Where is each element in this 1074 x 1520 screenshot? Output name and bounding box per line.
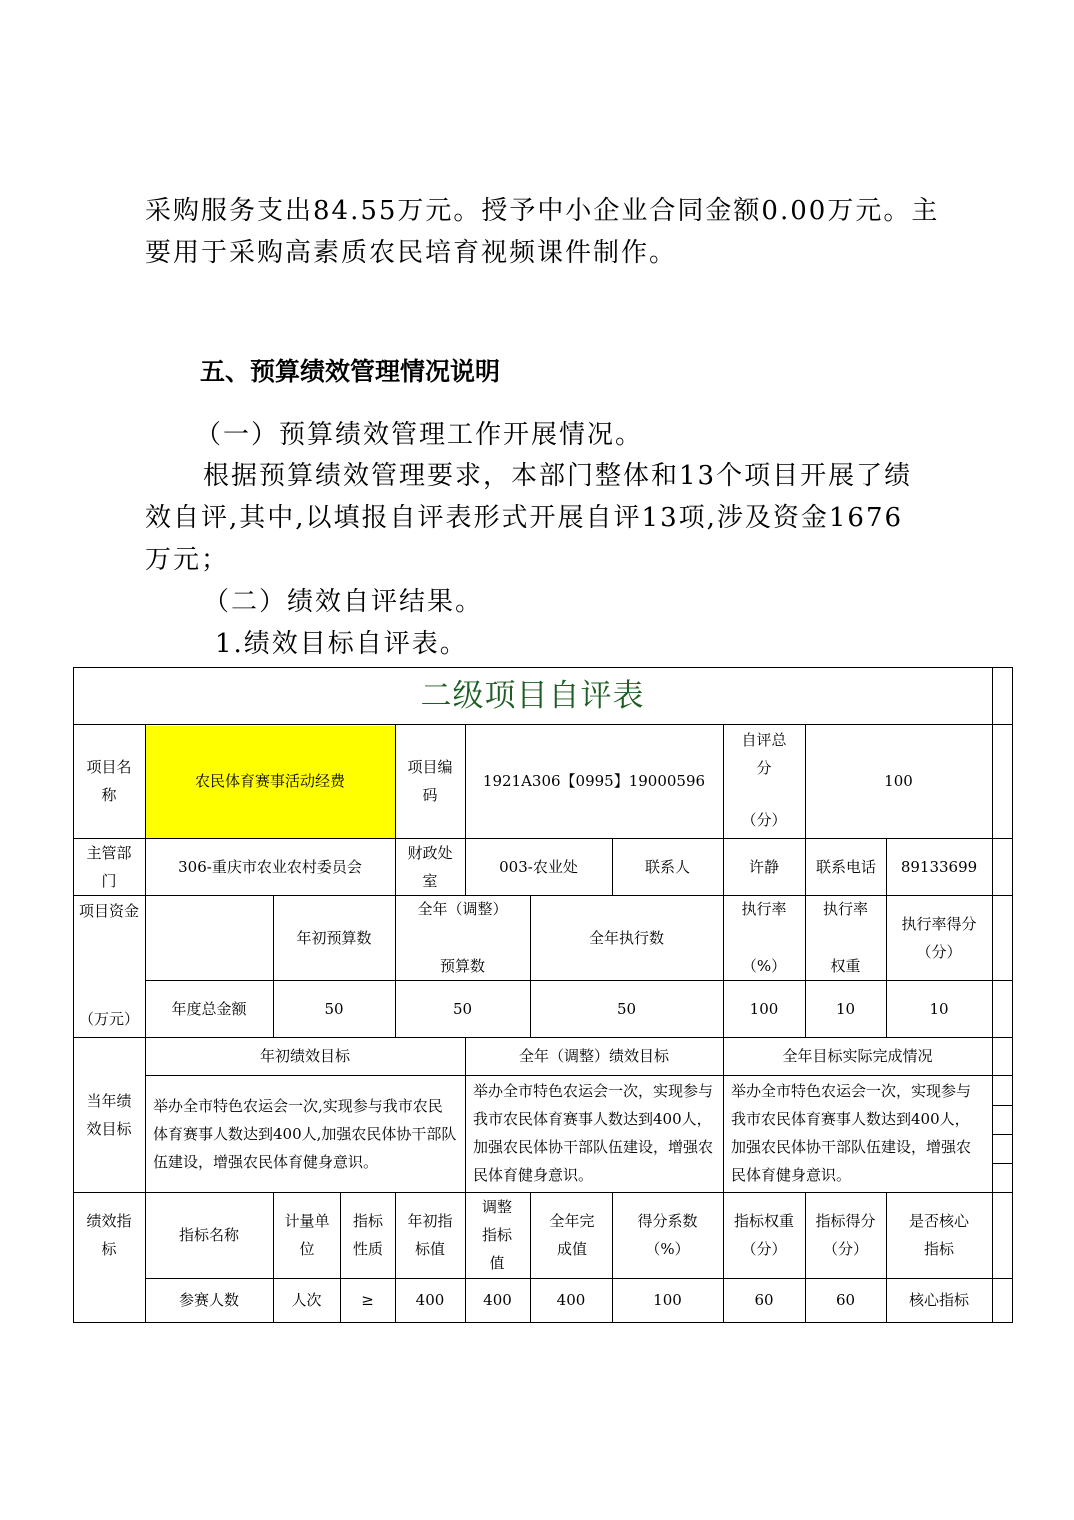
subheading: 1.绩效目标自评表。 <box>215 629 468 659</box>
label-annual-total: 年度总金额 <box>171 999 247 1018</box>
header-measure-unit: 计量单位 <box>284 1212 330 1258</box>
table-row-initial: 400 <box>415 1291 445 1309</box>
phone-value: 89133699 <box>900 857 978 876</box>
label-phone: 联系电话 <box>815 857 876 876</box>
finance-office-value: 003-农业处 <box>499 857 578 876</box>
table-row-weight: 60 <box>754 1291 774 1309</box>
subheading: （二）绩效自评结果。 <box>203 587 484 617</box>
header-indicator-name: 指标名称 <box>178 1226 239 1244</box>
header-completed-value: 全年完成值 <box>549 1212 595 1258</box>
label-finance-office: 财政处室 <box>407 843 453 890</box>
header-executed: 全年执行数 <box>588 928 664 947</box>
header-actual-completion: 全年目标实际完成情况 <box>782 1047 933 1065</box>
label-performance-indicators: 绩效指标 <box>86 1212 132 1258</box>
self-score-value: 100 <box>884 772 913 790</box>
section-heading: 五、预算绩效管理情况说明 <box>200 357 501 386</box>
label-department: 主管部门 <box>86 843 132 890</box>
table-row-adjusted: 400 <box>483 1291 512 1309</box>
table-row-unit: 人次 <box>291 1291 322 1309</box>
label-project-name: 项目名称 <box>86 758 132 804</box>
subheading: （一）预算绩效管理工作开展情况。 <box>195 420 644 450</box>
header-initial-value: 年初指标值 <box>407 1212 453 1258</box>
project-name-value: 农民体育赛事活动经费 <box>194 772 345 790</box>
paragraph-line: 要用于采购高素质农民培育视频课件制作。 <box>145 238 678 268</box>
header-score-coefficient: 得分系数 （%） <box>637 1212 698 1258</box>
label-project-funds: 项目资金 （万元） <box>78 902 139 1028</box>
header-initial-goal: 年初绩效目标 <box>259 1047 350 1065</box>
header-is-core: 是否核心指标 <box>908 1212 969 1258</box>
paragraph-line: 效自评,其中,以填报自评表形式开展自评13项,涉及资金1676 <box>145 503 904 533</box>
label-self-score: 自评总分 （分） <box>741 731 787 829</box>
table-title: 二级项目自评表 <box>420 677 645 714</box>
header-rate-weight: 执行率 权重 <box>822 900 868 975</box>
execution-rate-value: 100 <box>749 999 779 1018</box>
table-row-score: 60 <box>835 1291 856 1309</box>
table-row-nature: ≥ <box>361 1291 374 1309</box>
label-contact: 联系人 <box>644 857 690 876</box>
table-row-core: 核心指标 <box>908 1291 969 1309</box>
adjusted-budget-value: 50 <box>452 999 473 1018</box>
table-row-indicator-name: 参赛人数 <box>178 1291 239 1309</box>
initial-goal-text: 举办全市特色农运会一次,实现参与我市农民体育赛事人数达到400人,加强农民体协干部队伍建设，增强农民体育健身意识。 <box>153 1096 457 1171</box>
header-indicator-nature: 指标性质 <box>352 1212 383 1258</box>
paragraph-line: 采购服务支出84.55万元。授予中小企业合同金额0.00万元。主 <box>145 196 940 226</box>
table-row-coefficient: 100 <box>653 1291 682 1309</box>
header-execution-rate: 执行率 （%） <box>741 900 787 975</box>
header-adjusted-goal: 全年（调整）绩效目标 <box>518 1047 669 1065</box>
header-indicator-weight: 指标权重 （分） <box>733 1212 794 1258</box>
department-value: 306-重庆市农业农村委员会 <box>178 857 362 876</box>
initial-budget-value: 50 <box>324 999 344 1018</box>
executed-value: 50 <box>616 999 637 1018</box>
paragraph-line: 根据预算绩效管理要求，本部门整体和13个项目开展了绩 <box>203 461 913 491</box>
label-project-code: 项目编码 <box>407 758 453 804</box>
header-rate-score: 执行率得分（分） <box>901 914 977 961</box>
header-indicator-score: 指标得分 （分） <box>815 1212 876 1258</box>
header-initial-budget: 年初预算数 <box>296 928 372 947</box>
rate-score-value: 10 <box>929 999 949 1018</box>
rate-weight-value: 10 <box>835 999 856 1018</box>
label-annual-goals: 当年绩效目标 <box>86 1091 132 1138</box>
actual-completion-text: 举办全市特色农运会一次，实现参与我市农民体育赛事人数达到400人，加强农民体协干部队伍建设，增强农民体育健身意识。 <box>731 1082 972 1184</box>
adjusted-goal-text: 举办全市特色农运会一次，实现参与我市农民体育赛事人数达到400人，加强农民体协干部队伍建设，增强农民体育健身意识。 <box>473 1082 714 1184</box>
project-code-value: 1921A306【0995】19000596 <box>482 772 706 790</box>
paragraph-line: 万元； <box>145 545 230 575</box>
header-adjusted-value: 调整指标值 <box>481 1198 512 1272</box>
contact-value: 许静 <box>748 857 779 876</box>
table-row-completed: 400 <box>556 1291 586 1309</box>
header-adjusted-budget: 全年（调整） 预算数 <box>417 900 508 975</box>
